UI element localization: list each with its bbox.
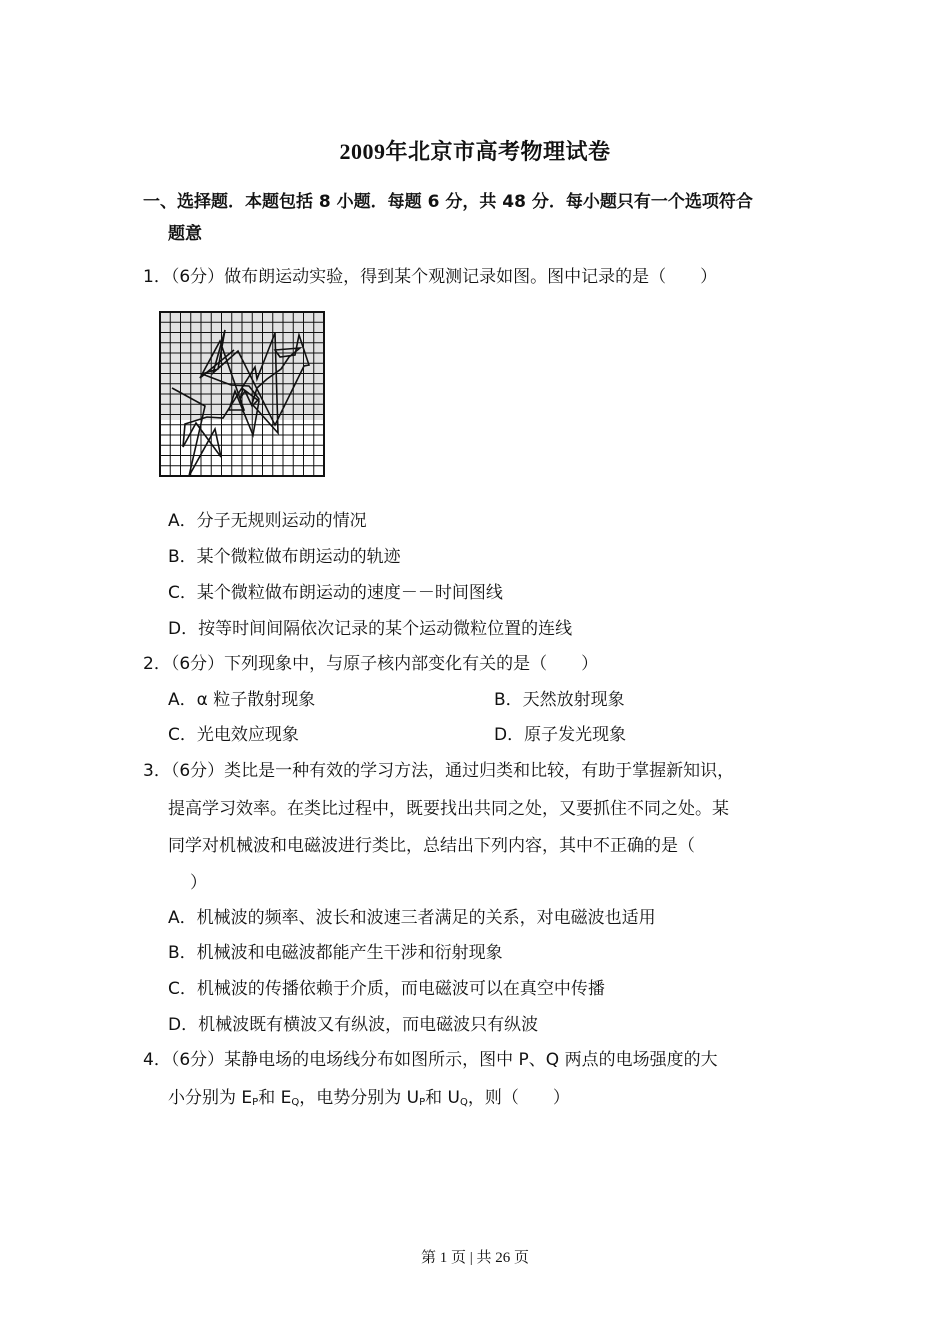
q4-text-part: 和 U [425, 1088, 460, 1108]
brownian-motion-figure [159, 311, 325, 481]
q4-text-part: 和 E [258, 1088, 292, 1108]
q3-option-b: B．机械波和电磁波都能产生干涉和衍射现象 [168, 943, 503, 963]
subscript-q: Q [291, 1097, 300, 1108]
q1-option-b: B．某个微粒做布朗运动的轨迹 [168, 547, 401, 567]
subscript-p: P [419, 1097, 426, 1108]
section-heading-line2: 题意 [168, 224, 202, 244]
q3-stem-line1: 3．（6分）类比是一种有效的学习方法，通过归类和比较，有助于掌握新知识， [143, 761, 735, 781]
q1-option-d: D．按等时间间隔依次记录的某个运动微粒位置的连线 [168, 619, 573, 639]
page-footer: 第 1 页 | 共 26 页 [420, 1250, 529, 1266]
q2-option-d: D．原子发光现象 [494, 725, 627, 745]
subscript-p: P [252, 1097, 259, 1108]
q4-text-part: 小分别为 E [168, 1088, 253, 1108]
q1-option-c: C．某个微粒做布朗运动的速度－－时间图线 [168, 583, 503, 603]
q3-stem-line4: ） [190, 873, 207, 893]
q1-option-a: A．分子无规则运动的情况 [168, 511, 367, 531]
q2-option-b: B．天然放射现象 [494, 690, 625, 710]
section-heading [143, 186, 823, 250]
subscript-q: Q [459, 1097, 468, 1108]
page-title: 2009年北京市高考物理试卷 [339, 139, 611, 164]
q4-stem-line1: 4．（6分）某静电场的电场线分布如图所示，图中 P、Q 两点的电场强度的大 [143, 1050, 718, 1070]
q2-stem: 2．（6分）下列现象中，与原子核内部变化有关的是（ ） [143, 654, 599, 674]
section-heading-line1: 一、选择题．本题包括 8 小题．每题 6 分，共 48 分．每小题只有一个选项符合 [143, 192, 753, 212]
q3-stem-line2: 提高学习效率。在类比过程中，既要找出共同之处，又要抓住不同之处。某 [168, 799, 729, 819]
q2-option-a: A．α 粒子散射现象 [168, 690, 316, 710]
q1-stem: 1．（6分）做布朗运动实验，得到某个观测记录如图。图中记录的是（ ） [143, 267, 718, 287]
q3-option-a: A．机械波的频率、波长和波速三者满足的关系，对电磁波也适用 [168, 908, 656, 928]
q4-text-part: ，则（ ） [467, 1088, 570, 1108]
q3-option-c: C．机械波的传播依赖于介质，而电磁波可以在真空中传播 [168, 979, 605, 999]
brownian-grid-svg [159, 311, 325, 477]
q2-option-c: C．光电效应现象 [168, 725, 299, 745]
q4-stem-line2 [168, 1083, 570, 1108]
q4-text-part: ，电势分别为 U [299, 1088, 420, 1108]
q3-stem-line3: 同学对机械波和电磁波进行类比，总结出下列内容，其中不正确的是（ [168, 836, 695, 856]
q3-option-d: D．机械波既有横波又有纵波，而电磁波只有纵波 [168, 1015, 539, 1035]
